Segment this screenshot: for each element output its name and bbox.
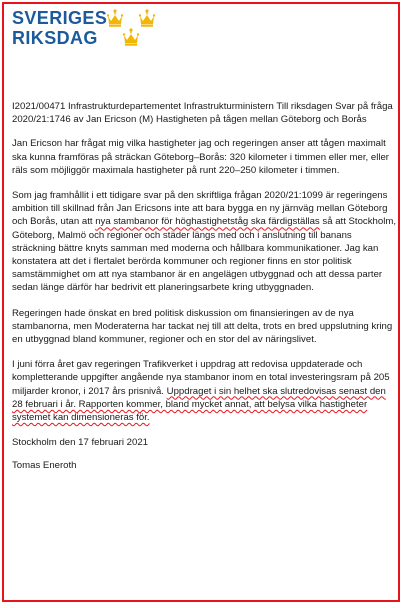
document-frame: [2, 2, 400, 602]
three-crowns-icon: [105, 8, 161, 48]
highlighted-phrase-stambanor: nya stambanor för höghastighetståg ska färdigställas: [95, 216, 320, 228]
logo-line-2: RIKSDAG: [12, 28, 98, 48]
paragraph-ambition-text-a: Som jag framhållit i ett tidigare svar på den skriftliga frågan 2020/21:1099 är regeringens ambition till skillnad från Jan Ericsons inte att bara bygga en ny järnväg mellan Göteborg och Borås, utan att: [12, 190, 388, 228]
paragraph-assignment: [12, 358, 396, 424]
highlighted-phrase-report: Uppdraget i sin helhet ska slutredovisas senast den 28 februari i år. Rapporten kommer, bland mycket annat, att belysa vilka hastigheter systemet kan dimensioneras för.: [12, 385, 386, 424]
signature-date: Stockholm den 17 februari 2021: [12, 437, 148, 449]
logo-line-1: SVERIGES: [12, 8, 108, 28]
paragraph-question: Jan Ericson har frågat mig vilka hastigheter jag och regeringen anser att tågen maximalt ska kunna framföras på sträckan Göteborg–Borås: 320 kilometer i timmen eller mer, eller räls som möjliggör maximala hastigheter på runt 220–250 kilometer i timmen.: [12, 138, 389, 176]
logo-wordmark: [12, 8, 107, 48]
document-header: I2021/00471 Infrastrukturdepartementet Infrastrukturministern Till riksdagen Svar på fråga 2020/21:1746 av Jan Ericson (M) Hastigheten på tågen mellan Göteborg och Borås: [12, 101, 393, 126]
signature-name: Tomas Eneroth: [12, 460, 77, 472]
paragraph-assignment-text-a: I juni förra året gav regeringen Trafikverket i uppdrag att redovisa uppdaterade och kompletterande uppgifter angående nya stambanor inom en total investeringsram på 205 miljarder kronor, i 2017 års prisnivå.: [12, 359, 390, 397]
paragraph-financing: Regeringen hade önskat en bred politisk diskussion om finansieringen av de nya stambanorna, men Moderaterna har tackat nej till att delta, trots en bred uppslutning kring en utbyggnad bland kommuner, regioner och en stor del av näringslivet.: [12, 307, 393, 346]
document-body: [12, 100, 396, 485]
riksdag-logo: [12, 8, 162, 50]
paragraph-ambition: [12, 189, 396, 295]
paragraph-ambition-text-b: så att Stockholm, Göteborg, Malmö och regioner och städer längs med och i anslutning till banans sträckning bättre knyts samman med moderna och hållbara kommunikationer. Jag kan konstatera att det i flertalet berörda kommuner och regioner finns en stor politisk samstämmighet om att nya stambanor är en angelägen utbyggnad och att dessa parter sedan länge därför har bedrivit ett planeringsarbete kring utbyggnaden.: [12, 216, 396, 294]
